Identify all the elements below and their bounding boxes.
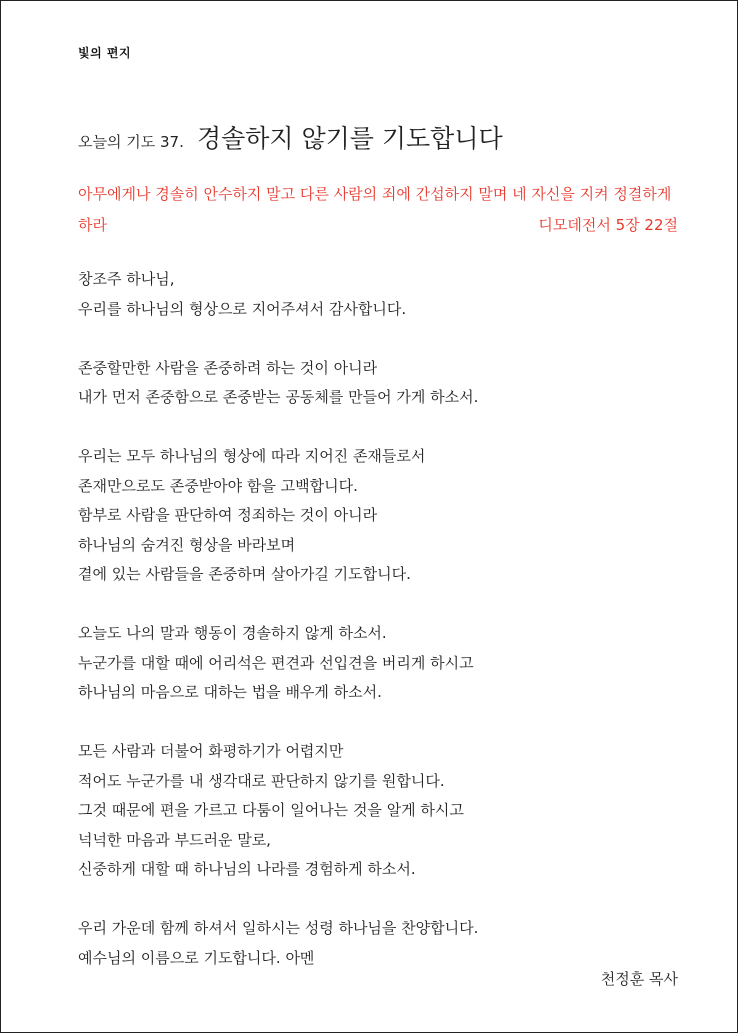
prayer-line: 우리를 하나님의 형상으로 지어주셔서 감사합니다.	[78, 299, 407, 318]
prayer-line: 하나님의 마음으로 대하는 법을 배우게 하소서.	[78, 683, 382, 701]
title-prefix: 오늘의 기도 37.	[78, 133, 184, 151]
prayer-line: 예수님의 이름으로 기도합니다. 아멘	[78, 948, 315, 967]
prayer-body	[78, 265, 678, 1003]
prayer-line: 존재만으로도 존중받아야 함을 고백합니다.	[78, 476, 358, 495]
stanza	[78, 737, 678, 885]
brand-label: 빛의 편지	[78, 46, 132, 60]
prayer-line: 우리는 모두 하나님의 형상에 따라 지어진 존재들로서	[78, 447, 426, 465]
prayer-line: 신중하게 대할 때 하나님의 나라를 경험하게 하소서.	[78, 860, 416, 878]
stanza	[78, 354, 678, 413]
prayer-line: 모든 사람과 더불어 화평하기가 어렵지만	[78, 742, 344, 760]
prayer-line: 그것 때문에 편을 가르고 다툼이 일어나는 것을 알게 하시고	[78, 801, 464, 819]
prayer-line: 적어도 누군가를 내 생각대로 판단하지 않기를 원합니다.	[78, 771, 445, 790]
prayer-line: 넉넉한 마음과 부드러운 말로,	[78, 830, 271, 849]
prayer-line: 하나님의 숨겨진 형상을 바라보며	[78, 535, 296, 554]
author-signature: 천정훈 목사	[600, 970, 678, 988]
title-row	[78, 119, 503, 155]
prayer-line: 함부로 사람을 판단하여 정죄하는 것이 아니라	[78, 506, 378, 524]
stanza	[78, 442, 678, 590]
prayer-line: 내가 먼저 존중함으로 존중받는 공동체를 만들어 가게 하소서.	[78, 388, 479, 406]
prayer-line: 우리 가운데 함께 하셔서 일하시는 성령 하나님을 찬양합니다.	[78, 919, 479, 937]
scripture-reference: 디모데전서 5장 22절	[538, 216, 678, 234]
prayer-line: 곁에 있는 사람들을 존중하며 살아가길 기도합니다.	[78, 565, 411, 583]
prayer-line: 존중할만한 사람을 존중하려 하는 것이 아니라	[78, 358, 378, 377]
prayer-line: 창조주 하나님,	[78, 270, 175, 288]
stanza	[78, 265, 678, 324]
stanza	[78, 619, 678, 708]
page-title: 경솔하지 않기를 기도합니다	[196, 124, 503, 153]
prayer-line: 누군가를 대할 때에 어리석은 편견과 선입견을 버리게 하시고	[78, 653, 474, 672]
stanza	[78, 914, 678, 973]
prayer-line: 오늘도 나의 말과 행동이 경솔하지 않게 하소서.	[78, 624, 387, 642]
scripture-verse	[78, 179, 678, 241]
scripture-text: 아무에게나 경솔히 안수하지 말고 다른 사람의 죄에 간섭하지 말며 네 자신을 지켜 정결하게 하라	[78, 185, 672, 234]
